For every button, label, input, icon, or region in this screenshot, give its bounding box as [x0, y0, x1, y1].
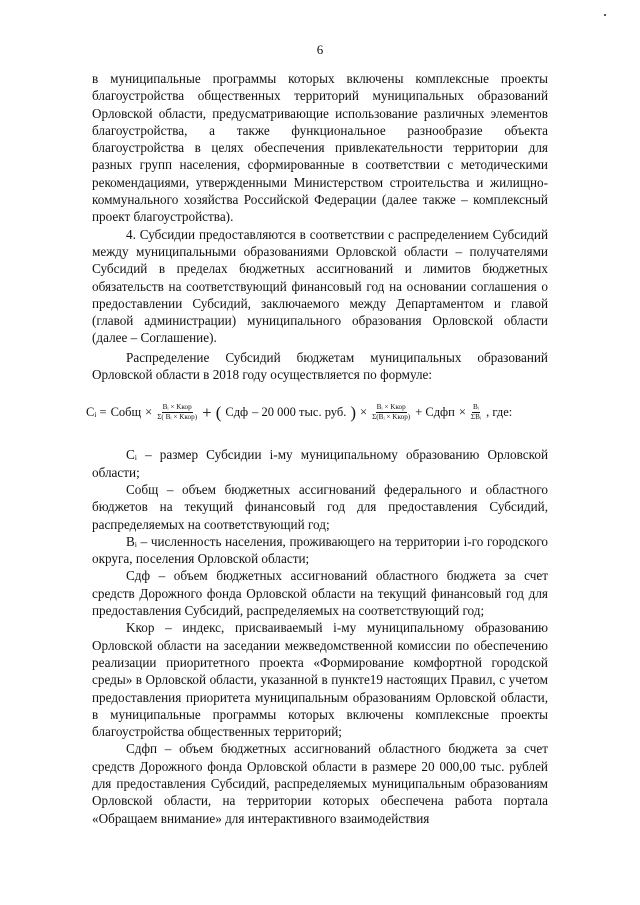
formula-close-paren: ) [350, 402, 357, 422]
definition-c-dfp: Cдфп – объем бюджетных ассигнований областного бюджета за счет средств Дорожного фонда Орловской области в размере 20 000,00 тыс. рублей для предоставления Субсидий, распределяемых муниципальным образованиям Орловской области, на территории которых обеспечена работа портала «Обращаем внимание» для интерактивного взаимодействия [92, 741, 548, 826]
formula-times-3: × [458, 404, 466, 419]
paragraph-continuation: в муниципальные программы которых включены комплексные проекты благоустройства общественных территорий муниципальных образований Орловской области, предусматривающие использование различных элементов благоустройства, а также функциональное разнообразие объекта благоустройства в целях обеспечения привлекательности территории для разных групп населения, сформированные в соответствии с методическими рекомендациями, утвержденными Министерством строительства и жилищно-коммунального хозяйства Российской Федерации (далее также – комплексный проект благоустройства). [92, 71, 548, 225]
formula-times: × [145, 404, 153, 419]
formula-open-paren: ( [215, 402, 222, 422]
fraction-1-denominator: Σ( Bᵢ × Kкор) [157, 412, 198, 421]
formula-minus-amount: – 20 000 тыс. руб. [252, 404, 347, 419]
subsidy-formula [86, 400, 556, 424]
definition-c-df: Cдф – объем бюджетных ассигнований областного бюджета за счет средств Дорожного фонда Орловской области на текущий финансовый год для предоставления Субсидий, распределяемых на соответствующий год; [92, 568, 548, 619]
formula-c-dfp: + Cдфп [415, 404, 455, 419]
fraction-2-denominator: Σ(Bᵢ × Kкор) [372, 412, 411, 421]
fraction-2-numerator: Bᵢ × Kкор [376, 402, 406, 411]
formula-c-total: Cобщ [110, 404, 142, 419]
formula-fraction-2 [371, 403, 411, 422]
paragraph-distribution: Распределение Субсидий бюджетам муниципальных образований Орловской области в 2018 году осуществляется по формуле: [92, 349, 548, 383]
formula-times-2: × [360, 404, 368, 419]
fraction-3-denominator: ΣBᵢ [470, 412, 482, 421]
scan-speck [604, 14, 606, 16]
formula-fraction-1 [156, 403, 198, 422]
formula-tail: , где: [486, 404, 513, 419]
paragraph-item-4: 4. Субсидии предоставляются в соответствии с распределением Субсидий между муниципальными образованиями Орловской области – получателями Субсидий в пределах бюджетных ассигнований и лимитов бюджетных обязательств на соответствующий финансовый год на основании соглашения о предоставлении Субсидий, заключаемого между Департаментом и главой (главой администрации) муниципального образования Орловской области (далее – Соглашение). [92, 226, 548, 346]
formula-fraction-3 [470, 403, 482, 422]
document-body [86, 70, 548, 827]
page-number: 6 [316, 42, 324, 57]
formula-lhs: Cᵢ = [86, 404, 107, 419]
definition-c-total: Cобщ – объем бюджетных ассигнований федерального и областного бюджетов на текущий финансовый год для предоставления Субсидий, распределяемых на соответствующий год; [92, 481, 548, 532]
definition-k-kor: Kкор – индекс, присваиваемый i-му муниципальному образованию Орловской области на заседании межведомственной комиссии по обеспечению реализации приоритетного проекта «Формирование комфортной городской среды» в Орловской области, указанной в пункте19 настоящих Правил, с учетом предоставления приоритета муниципальным образованиям Орловской области, в муниципальные программы которых включены комплексные проекты благоустройства общественных территорий; [92, 620, 548, 740]
formula-plus: + [202, 402, 212, 422]
fraction-3-numerator: Bᵢ [473, 402, 479, 411]
fraction-1-numerator: Bᵢ × Kкор [162, 402, 192, 411]
formula-c-df: Cдф [225, 404, 249, 419]
definition-ci: Cᵢ – размер Субсидии i-му муниципальному образованию Орловской области; [92, 447, 548, 480]
definition-bi: Bᵢ – численность населения, проживающего на территории i-го городского округа, поселения Орловской области; [92, 533, 548, 567]
